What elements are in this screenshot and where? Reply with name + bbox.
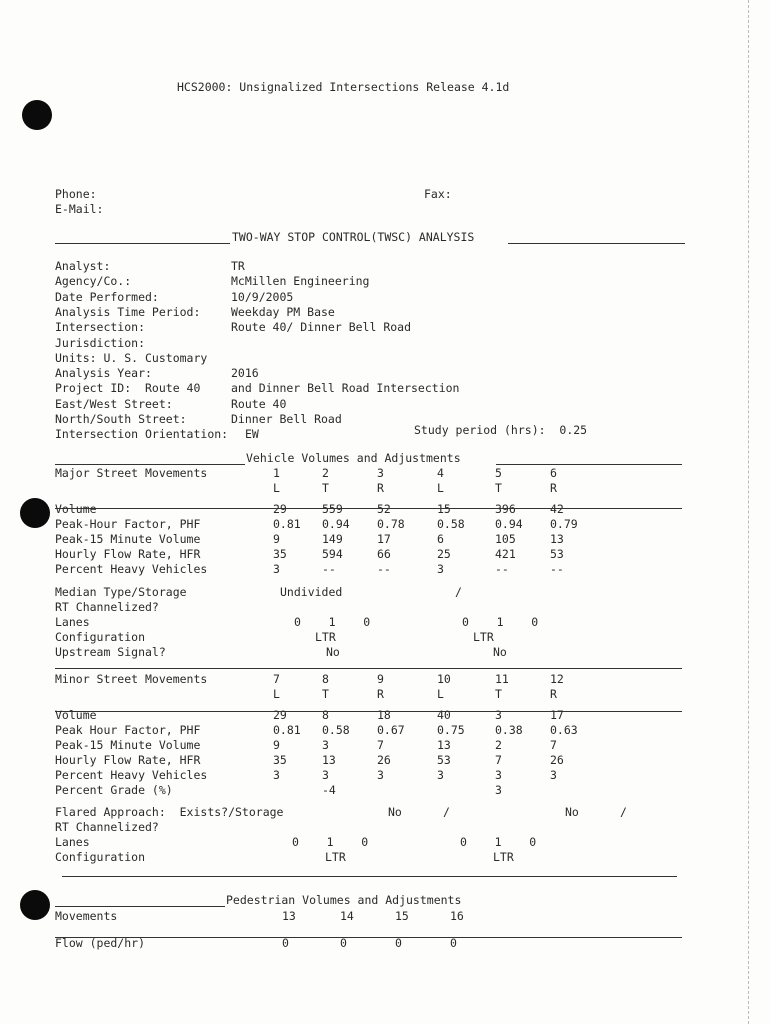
- info-value: Dinner Bell Road: [231, 412, 342, 426]
- title-rule-right: [508, 243, 685, 244]
- table-cell: --: [322, 562, 336, 576]
- table-cell: 0.94: [495, 517, 523, 531]
- table-cell: --: [495, 562, 509, 576]
- table-cell: 66: [377, 547, 391, 561]
- info-label: Jurisdiction:: [55, 336, 146, 350]
- table-cell: 0: [282, 936, 289, 950]
- punch-hole-top: [22, 100, 52, 130]
- row-label: Hourly Flow Rate, HFR: [55, 753, 201, 767]
- table-cell: 3: [273, 562, 280, 576]
- minor-config-left: LTR: [325, 850, 346, 864]
- vehicle-rule-right: [496, 464, 682, 465]
- row-label: Hourly Flow Rate, HFR: [55, 547, 201, 561]
- page-title: HCS2000: Unsignalized Intersections Release 4.1d: [177, 80, 510, 94]
- table-cell: R: [550, 481, 557, 495]
- table-cell: 0: [450, 936, 457, 950]
- info-label: Analysis Time Period:: [55, 305, 201, 319]
- table-cell: 13: [282, 909, 296, 923]
- major-config-left: LTR: [315, 630, 336, 644]
- row-label: Volume: [55, 502, 97, 516]
- vehicle-rule-left: [55, 464, 245, 465]
- info-value: EW: [245, 427, 259, 441]
- table-cell: 3: [495, 768, 502, 782]
- minor-lanes-left: 0 1 0: [292, 835, 369, 849]
- table-cell: 6: [437, 532, 444, 546]
- table-cell: 3: [273, 768, 280, 782]
- table-cell: 149: [322, 532, 343, 546]
- table-cell: 18: [377, 708, 391, 722]
- table-cell: 7: [550, 738, 557, 752]
- page-edge-line: [748, 0, 749, 1024]
- table-cell: 6: [550, 466, 557, 480]
- row-label: Peak-15 Minute Volume: [55, 738, 201, 752]
- minor-bottom-rule: [62, 876, 677, 877]
- info-value: McMillen Engineering: [231, 274, 370, 288]
- info-value: and Dinner Bell Road Intersection: [231, 381, 460, 395]
- table-cell: T: [495, 687, 502, 701]
- table-cell: 0.78: [377, 517, 405, 531]
- table-cell: 3: [550, 768, 557, 782]
- table-cell: --: [377, 562, 391, 576]
- table-cell: 3: [437, 562, 444, 576]
- info-label: North/South Street:: [55, 412, 187, 426]
- punch-hole-middle: [20, 498, 50, 528]
- info-label: Analysis Year:: [55, 366, 152, 380]
- upstream-left: No: [326, 645, 340, 659]
- minor-config-right: LTR: [493, 850, 514, 864]
- table-cell: 0.81: [273, 517, 301, 531]
- table-cell: 40: [437, 708, 451, 722]
- median-slash: /: [455, 585, 462, 599]
- minor-lanes-label: Lanes: [55, 835, 90, 849]
- info-label: Agency/Co.:: [55, 274, 132, 288]
- info-value: Weekday PM Base: [231, 305, 335, 319]
- row-label: Volume: [55, 708, 97, 722]
- flared-label: Flared Approach: Exists?/Storage: [55, 805, 284, 819]
- table-cell: 26: [550, 753, 564, 767]
- info-label: Project ID: Route 40: [55, 381, 201, 395]
- table-cell: -4: [322, 783, 336, 797]
- table-cell: 0.79: [550, 517, 578, 531]
- median-value: Undivided: [280, 585, 343, 599]
- table-cell: 3: [322, 768, 329, 782]
- info-value: 2016: [231, 366, 259, 380]
- ped-rule-left: [55, 906, 225, 907]
- table-cell: 8: [322, 708, 329, 722]
- table-cell: 0.58: [437, 517, 465, 531]
- minor-config-label: Configuration: [55, 850, 146, 864]
- minor-header-rule: [55, 711, 682, 712]
- table-cell: L: [437, 481, 444, 495]
- table-cell: L: [437, 687, 444, 701]
- table-cell: R: [377, 687, 384, 701]
- major-lanes-right: 0 1 0: [462, 615, 539, 629]
- table-cell: 3: [322, 738, 329, 752]
- table-cell: 17: [550, 708, 564, 722]
- info-label: Units: U. S. Customary: [55, 351, 208, 365]
- study-period: Study period (hrs): 0.25: [414, 423, 588, 437]
- punch-hole-bottom: [20, 890, 50, 920]
- fax-label: Fax:: [424, 187, 452, 201]
- vehicle-section-title: Vehicle Volumes and Adjustments: [246, 451, 461, 465]
- table-cell: 14: [340, 909, 354, 923]
- table-cell: 25: [437, 547, 451, 561]
- table-cell: 2: [322, 466, 329, 480]
- table-cell: 2: [495, 738, 502, 752]
- table-cell: 13: [437, 738, 451, 752]
- median-label: Median Type/Storage: [55, 585, 187, 599]
- row-label: Minor Street Movements: [55, 672, 208, 686]
- row-label: Peak-15 Minute Volume: [55, 532, 201, 546]
- table-cell: 52: [377, 502, 391, 516]
- table-cell: 421: [495, 547, 516, 561]
- info-value: Route 40/ Dinner Bell Road: [231, 320, 412, 334]
- table-cell: 15: [437, 502, 451, 516]
- table-cell: 13: [322, 753, 336, 767]
- row-label: Percent Heavy Vehicles: [55, 562, 208, 576]
- major-lanes-label: Lanes: [55, 615, 90, 629]
- info-label: Intersection:: [55, 320, 146, 334]
- table-cell: 0.38: [495, 723, 523, 737]
- table-cell: 35: [273, 753, 287, 767]
- flared-left: No: [388, 805, 402, 819]
- table-cell: 15: [395, 909, 409, 923]
- info-value: 10/9/2005: [231, 290, 294, 304]
- row-label: Percent Heavy Vehicles: [55, 768, 208, 782]
- table-cell: R: [377, 481, 384, 495]
- flared-right-slash: /: [620, 805, 627, 819]
- info-label: Intersection Orientation:: [55, 427, 229, 441]
- email-label: E-Mail:: [55, 202, 104, 216]
- table-cell: 16: [450, 909, 464, 923]
- info-label: East/West Street:: [55, 397, 173, 411]
- info-value: TR: [231, 259, 245, 273]
- table-cell: 0.67: [377, 723, 405, 737]
- table-cell: 3: [495, 708, 502, 722]
- row-label: Peak-Hour Factor, PHF: [55, 517, 201, 531]
- table-cell: 3: [377, 768, 384, 782]
- title-rule-left: [55, 243, 230, 244]
- major-config-right: LTR: [473, 630, 494, 644]
- table-cell: 29: [273, 708, 287, 722]
- table-cell: T: [495, 481, 502, 495]
- table-cell: 3: [377, 466, 384, 480]
- table-cell: 105: [495, 532, 516, 546]
- major-header-rule: [55, 508, 682, 509]
- flared-left-slash: /: [443, 805, 450, 819]
- pedestrian-section-title: Pedestrian Volumes and Adjustments: [226, 893, 462, 907]
- minor-lanes-right: 0 1 0: [460, 835, 537, 849]
- info-value: Route 40: [231, 397, 287, 411]
- table-cell: 0.63: [550, 723, 578, 737]
- minor-rt-label: RT Channelized?: [55, 820, 159, 834]
- table-cell: 17: [377, 532, 391, 546]
- table-cell: 9: [273, 532, 280, 546]
- row-label: Flow (ped/hr): [55, 936, 146, 950]
- table-cell: 13: [550, 532, 564, 546]
- table-cell: 4: [437, 466, 444, 480]
- table-cell: 7: [495, 753, 502, 767]
- table-cell: 0: [395, 936, 402, 950]
- table-cell: 9: [377, 672, 384, 686]
- table-cell: 396: [495, 502, 516, 516]
- table-cell: 5: [495, 466, 502, 480]
- table-cell: 3: [495, 783, 502, 797]
- table-cell: 0.94: [322, 517, 350, 531]
- table-cell: 7: [377, 738, 384, 752]
- table-cell: R: [550, 687, 557, 701]
- table-cell: 0.58: [322, 723, 350, 737]
- major-config-label: Configuration: [55, 630, 146, 644]
- flared-right: No: [565, 805, 579, 819]
- table-cell: 0.81: [273, 723, 301, 737]
- table-cell: 3: [437, 768, 444, 782]
- table-cell: L: [273, 687, 280, 701]
- table-cell: 559: [322, 502, 343, 516]
- analysis-title: TWO-WAY STOP CONTROL(TWSC) ANALYSIS: [232, 230, 475, 244]
- major-rt-label: RT Channelized?: [55, 600, 159, 614]
- table-cell: 1: [273, 466, 280, 480]
- table-cell: T: [322, 481, 329, 495]
- table-cell: 29: [273, 502, 287, 516]
- row-label: Peak Hour Factor, PHF: [55, 723, 201, 737]
- table-cell: 7: [273, 672, 280, 686]
- info-label: Analyst:: [55, 259, 111, 273]
- table-cell: 53: [437, 753, 451, 767]
- row-label: Major Street Movements: [55, 466, 208, 480]
- info-label: Date Performed:: [55, 290, 159, 304]
- ped-header-rule: [55, 937, 682, 938]
- table-cell: 594: [322, 547, 343, 561]
- table-cell: 26: [377, 753, 391, 767]
- table-cell: L: [273, 481, 280, 495]
- minor-top-rule: [55, 668, 682, 669]
- table-cell: 11: [495, 672, 509, 686]
- row-label: Movements: [55, 909, 118, 923]
- phone-label: Phone:: [55, 187, 97, 201]
- upstream-label: Upstream Signal?: [55, 645, 166, 659]
- upstream-right: No: [493, 645, 507, 659]
- table-cell: 0: [340, 936, 347, 950]
- table-cell: 0.75: [437, 723, 465, 737]
- row-label: Percent Grade (%): [55, 783, 173, 797]
- major-lanes-left: 0 1 0: [294, 615, 371, 629]
- table-cell: 12: [550, 672, 564, 686]
- table-cell: 35: [273, 547, 287, 561]
- table-cell: --: [550, 562, 564, 576]
- table-cell: 53: [550, 547, 564, 561]
- table-cell: 42: [550, 502, 564, 516]
- table-cell: 9: [273, 738, 280, 752]
- table-cell: 8: [322, 672, 329, 686]
- table-cell: T: [322, 687, 329, 701]
- table-cell: 10: [437, 672, 451, 686]
